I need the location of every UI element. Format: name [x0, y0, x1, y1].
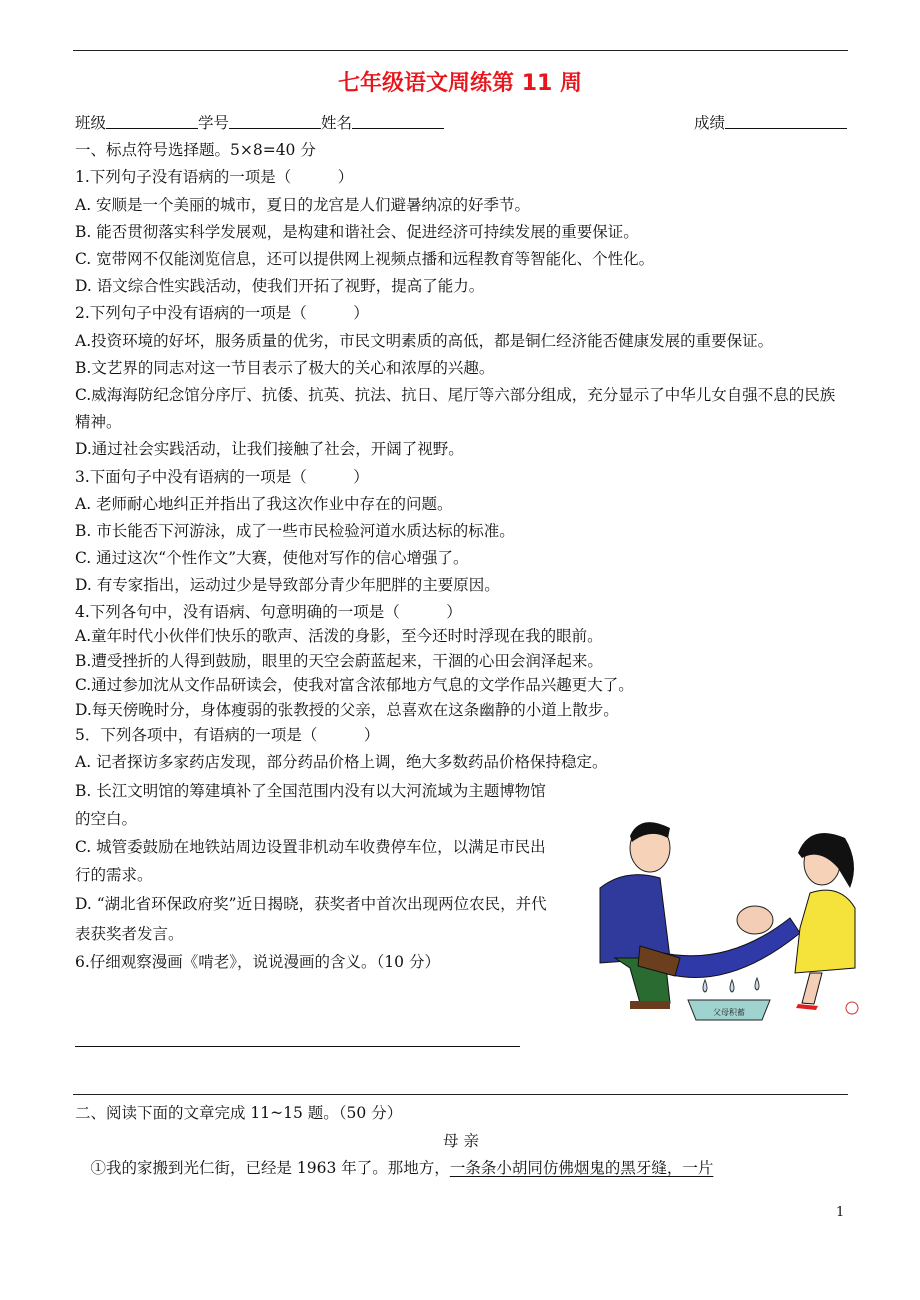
- paragraph-text: ①我的家搬到光仁街，已经是 1963 年了。那地方，: [90, 1159, 450, 1177]
- question-stem: 3.下面句子中没有语病的一项是（ ）: [75, 467, 369, 486]
- option: D.每天傍晚时分，身体瘦弱的张教授的父亲，总喜欢在这条幽静的小道上散步。: [75, 700, 619, 719]
- question-stem: 4.下列各句中，没有语病、句意明确的一项是（ ）: [75, 602, 462, 621]
- section2-heading: 二、阅读下面的文章完成 11~15 题。（50 分）: [75, 1104, 403, 1122]
- question-stem: 1.下列句子没有语病的一项是（ ）: [75, 168, 354, 187]
- option: A. 记者探访多家药店发现，部分药品价格上调，绝大多数药品价格保持稳定。: [75, 753, 608, 772]
- question-stem: 5．下列各项中，有语病的一项是（ ）: [75, 726, 380, 745]
- name-blank[interactable]: [352, 110, 444, 129]
- option: A. 老师耐心地纠正并指出了我这次作业中存在的问题。: [75, 494, 453, 513]
- basin-label: 父母积蓄: [713, 1008, 745, 1017]
- section-divider: [73, 1094, 848, 1095]
- underlined-text: 一条条小胡同仿佛烟鬼的黑牙缝，一片: [449, 1159, 714, 1177]
- option: B. 能否贯彻落实科学发展观，是构建和谐社会、促进经济可持续发展的重要保证。: [75, 222, 639, 241]
- option: C. 城管委鼓励在地铁站周边设置非机动车收费停车位，以满足市民出行的需求。: [75, 837, 546, 884]
- question-stem: 6.仔细观察漫画《啃老》，说说漫画的含义。（10 分）: [75, 952, 440, 971]
- option: B. 长江文明馆的筹建填补了全国范围内没有以大河流域为主题博物馆的空白。: [75, 781, 546, 828]
- option: C. 宽带网不仅能浏览信息，还可以提供网上视频点播和远程教育等智能化、个性化。: [75, 250, 655, 269]
- answer-line[interactable]: [75, 1046, 520, 1047]
- page-number: 1: [836, 1205, 845, 1220]
- page-title: 七年级语文周练第 11 周: [338, 71, 582, 96]
- class-blank[interactable]: [106, 110, 198, 129]
- option: A. 安顺是一个美丽的城市，夏日的龙宫是人们避暑纳凉的好季节。: [75, 195, 531, 214]
- option: B.遭受挫折的人得到鼓励，眼里的天空会蔚蓝起来，干涸的心田会润泽起来。: [75, 651, 603, 670]
- option: B.文艺界的同志对这一节目表示了极大的关心和浓厚的兴趣。: [75, 358, 495, 377]
- question-stem: 2.下列句子中没有语病的一项是（ ）: [75, 304, 369, 323]
- option: B. 市长能否下河游泳，成了一些市民检验河道水质达标的标准。: [75, 522, 515, 541]
- option: A.童年时代小伙伴们快乐的歌声、活泼的身影，至今还时时浮现在我的眼前。: [75, 627, 603, 646]
- option: D. 有专家指出，运动过少是导致部分青少年肥胖的主要原因。: [75, 576, 500, 595]
- option: C.通过参加沈从文作品研读会，使我对富含浓郁地方气息的文学作品兴趣更大了。: [75, 676, 634, 695]
- student-no-label: 学号: [198, 114, 230, 132]
- option: D. 语文综合性实践活动，使我们开拓了视野，提高了能力。: [75, 277, 485, 296]
- article-title: 母 亲: [443, 1131, 479, 1150]
- header-fields: [75, 110, 847, 137]
- option: D. “湖北省环保政府奖”近日揭晓，获奖者中首次出现两位农民，并代表获奖者发言。: [75, 894, 547, 943]
- student-no-blank[interactable]: [229, 110, 321, 129]
- article-paragraph: [75, 1155, 847, 1183]
- option: C. 通过这次“个性作文”大赛，使他对写作的信心增强了。: [75, 549, 469, 568]
- option: A.投资环境的好坏，服务质量的优劣，市民文明素质的高低，都是铜仁经济能否健康发展的重要保证。: [75, 331, 774, 350]
- option: D.通过社会实践活动，让我们接触了社会，开阔了视野。: [75, 440, 464, 459]
- name-label: 姓名: [321, 114, 353, 132]
- option: C.威海海防纪念馆分序厅、抗倭、抗英、抗法、抗日、尾厅等六部分组成，充分显示了中华儿女自强不息的民族精神。: [75, 386, 836, 432]
- score-label: 成绩: [693, 114, 725, 132]
- top-rule: [73, 50, 848, 51]
- class-label: 班级: [75, 114, 107, 132]
- section1-heading: 一、标点符号选择题。5×8=40 分: [75, 141, 316, 160]
- section2: [75, 1100, 847, 1183]
- score-blank[interactable]: [725, 110, 847, 129]
- cartoon-image: [570, 808, 865, 1023]
